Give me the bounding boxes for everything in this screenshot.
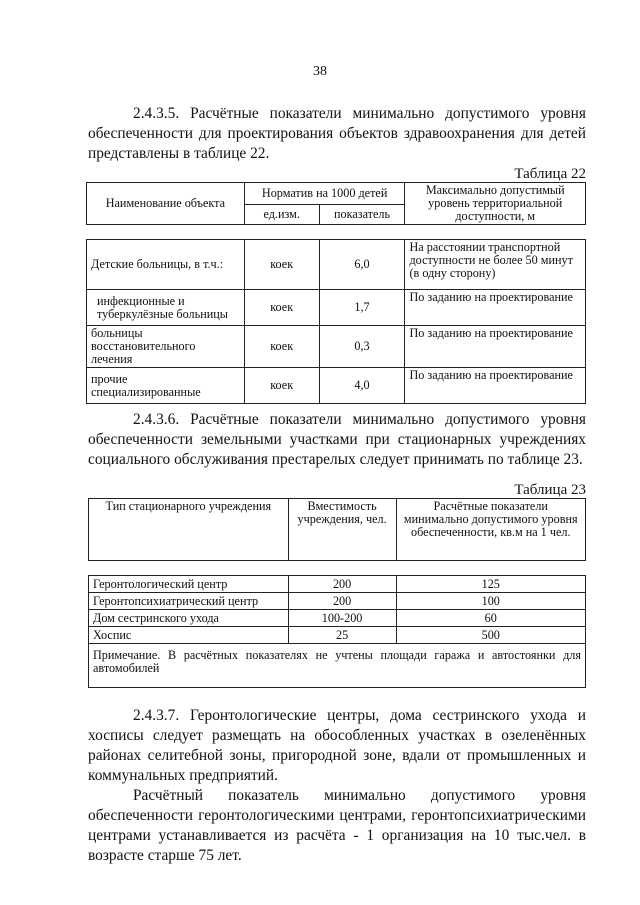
- section-2-4-3-5: 2.4.3.5. Расчётные показатели минимально допустимого уровня обеспеченности для проектирования объектов здравоохранения для детей представлены в таблице 22.: [88, 105, 586, 162]
- table-row: [87, 368, 586, 404]
- table-row: [87, 326, 586, 368]
- table-row: [87, 240, 586, 290]
- t23-row1-type: Геронтопсихиатрический центр: [89, 593, 289, 610]
- t22-header-access: Максимально допустимый уровень территориальной доступности, м: [405, 183, 586, 225]
- t22-row3-value: 4,0: [319, 368, 405, 404]
- t22-header-norm: Норматив на 1000 детей: [244, 183, 405, 205]
- t22-row3-name: прочие специализированные: [87, 368, 245, 404]
- t22-row2-value: 0,3: [319, 326, 405, 368]
- t22-row1-value: 1,7: [319, 290, 405, 326]
- t23-row0-indicator: 125: [396, 576, 586, 593]
- t22-row1-unit: коек: [244, 290, 319, 326]
- t22-row0-unit: коек: [244, 240, 319, 290]
- t22-row2-name: больницы восстановительного лечения: [87, 326, 245, 368]
- t23-row2-capacity: 100-200: [288, 610, 396, 627]
- final-paragraph: Расчётный показатель минимально допустимого уровня обеспеченности геронтологическими центрами, геронтопсихиатрическими центрами устанавливается из расчёта - 1 организация на 10 тыс.чел. в возрасте старше 75 лет.: [88, 787, 586, 864]
- t23-header-capacity: Вместимость учреждения, чел.: [288, 499, 396, 561]
- t23-row2-indicator: 60: [396, 610, 586, 627]
- t23-row3-indicator: 500: [396, 627, 586, 644]
- table-22: [86, 182, 586, 404]
- section-2-4-3-6: 2.4.3.6. Расчётные показатели минимально допустимого уровня обеспеченности земельными участками при стационарных учреждениях социального обслуживания престарелых следует принимать по таблице 23.: [88, 411, 586, 468]
- t22-header-value: показатель: [319, 205, 405, 225]
- t23-header-indicator: Расчётные показатели минимально допустимого уровня обеспеченности, кв.м на 1 чел.: [396, 499, 586, 561]
- t23-note: Примечание. В расчётных показателях не учтены площади гаража и автостоянки для автомобилей: [89, 644, 586, 688]
- table-row: [89, 593, 586, 610]
- t22-row0-access: На расстоянии транспортной доступности не более 50 минут (в одну сторону): [405, 240, 586, 290]
- t23-header-type: Тип стационарного учреждения: [89, 499, 289, 561]
- t22-row0-value: 6,0: [319, 240, 405, 290]
- t23-row3-type: Хоспис: [89, 627, 289, 644]
- table-22-caption: Таблица 22: [514, 166, 586, 182]
- t23-row3-capacity: 25: [288, 627, 396, 644]
- t23-row0-type: Геронтологический центр: [89, 576, 289, 593]
- t22-row0-name: Детские больницы, в т.ч.:: [87, 240, 245, 290]
- section-2-4-3-7: 2.4.3.7. Геронтологические центры, дома сестринского ухода и хосписы следует размещать на обособленных участках в озеленённых районах селитебной зоны, пригородной зоне, вдали от промышленных и коммунальных предприятий.: [88, 707, 586, 784]
- table-row: [89, 610, 586, 627]
- t22-row2-unit: коек: [244, 326, 319, 368]
- table-23-caption: Таблица 23: [514, 482, 586, 498]
- t22-row3-unit: коек: [244, 368, 319, 404]
- t23-row0-capacity: 200: [288, 576, 396, 593]
- t23-row1-capacity: 200: [288, 593, 396, 610]
- t22-header-name: Наименование объекта: [87, 183, 245, 225]
- t22-row2-access: По заданию на проектирование: [405, 326, 586, 368]
- table-row: [89, 576, 586, 593]
- table-row: [87, 290, 586, 326]
- table-23: [88, 498, 586, 688]
- t22-row3-access: По заданию на проектирование: [405, 368, 586, 404]
- t22-row1-name: инфекционные и туберкулёзные больницы: [87, 290, 245, 326]
- page-number: 38: [313, 64, 327, 79]
- t22-row1-access: По заданию на проектирование: [405, 290, 586, 326]
- t23-row1-indicator: 100: [396, 593, 586, 610]
- t22-header-unit: ед.изм.: [244, 205, 319, 225]
- table-row: [89, 627, 586, 644]
- t23-row2-type: Дом сестринского ухода: [89, 610, 289, 627]
